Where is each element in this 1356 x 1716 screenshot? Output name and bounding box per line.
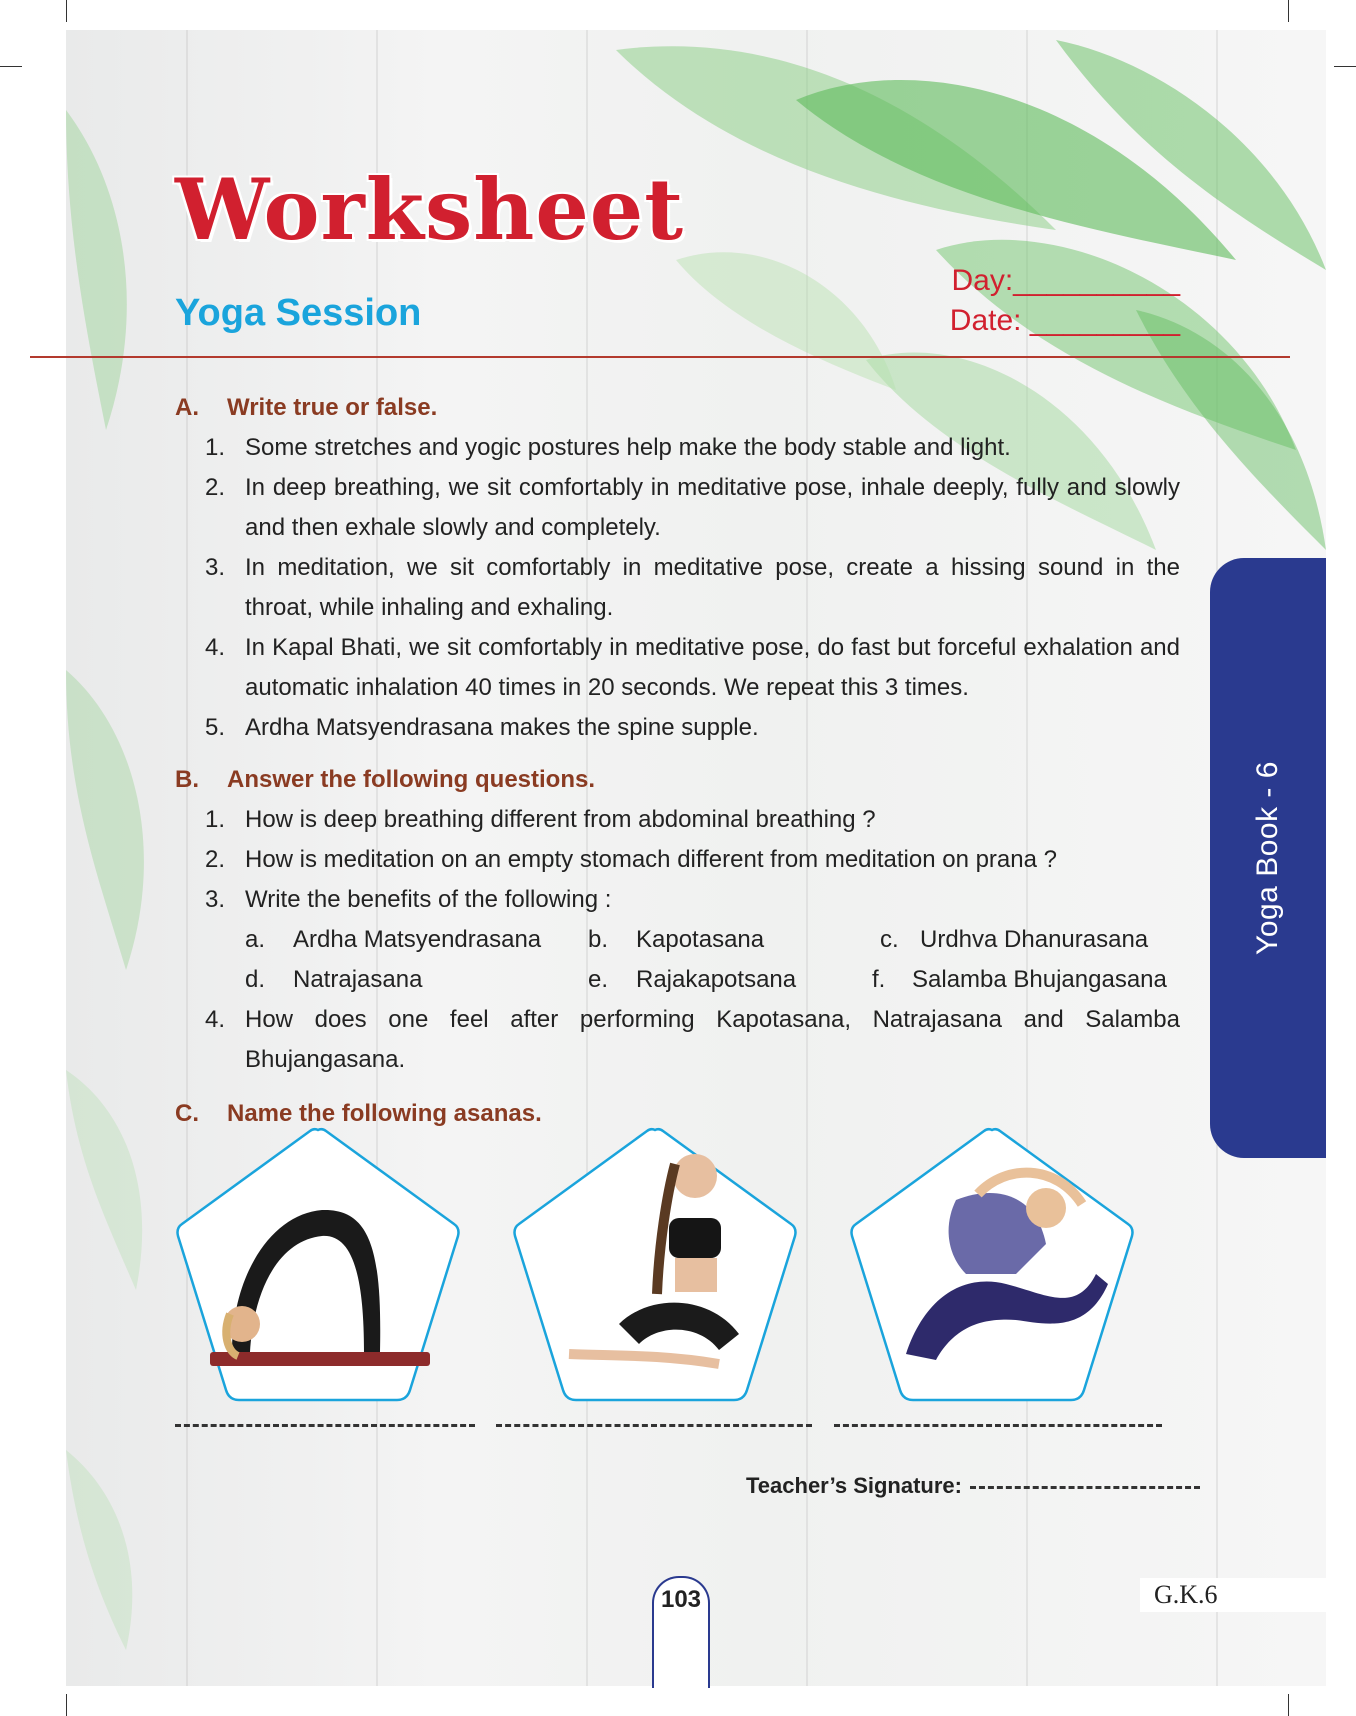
sub-item-letter: f. xyxy=(872,966,886,993)
sub-item-letter: b. xyxy=(588,926,609,953)
sub-item-text: Natrajasana xyxy=(293,966,423,993)
crop-mark xyxy=(66,0,67,22)
section-letter: B. xyxy=(175,766,199,793)
item-text: How is deep breathing different from abdominal breathing ? xyxy=(245,806,876,833)
asana-image-spinal-twist xyxy=(509,1124,801,1406)
item-text: In meditation, we sit comfortably in meditative pose, create a hissing sound in the throat, while inhaling and exhaling. xyxy=(245,554,1180,621)
sub-item xyxy=(245,960,422,1000)
sub-item-letter: a. xyxy=(245,926,266,953)
item-number: 2. xyxy=(204,846,225,873)
sub-item-text: Urdhva Dhanurasana xyxy=(920,926,1149,953)
item-text: How does one feel after performing Kapotasana, Natrajasana and Salamba Bhujangasana. xyxy=(245,1006,1180,1073)
sub-item xyxy=(588,920,764,960)
side-tab-label: Yoga Book - 6 xyxy=(1251,761,1284,955)
item-text: Write the benefits of the following : xyxy=(245,886,612,913)
section-letter: C. xyxy=(175,1100,199,1127)
sub-item-text: Ardha Matsyendrasana xyxy=(293,926,542,953)
crop-mark xyxy=(0,66,22,67)
section-b-heading xyxy=(175,766,595,794)
item-text: In Kapal Bhati, we sit comfortably in meditative pose, do fast but forceful exhalation and automatic inhalation 40 times in 20 seconds. We repeat this 3 times. xyxy=(245,634,1180,701)
section-letter: A. xyxy=(175,394,199,421)
page-title: Worksheet xyxy=(175,160,685,259)
asana-image-wheel-pose xyxy=(172,1124,464,1406)
item-number: 1. xyxy=(204,434,225,461)
crop-mark xyxy=(66,1694,67,1716)
crop-mark xyxy=(1288,1694,1289,1716)
section-a-heading xyxy=(175,394,437,422)
item-number: 3. xyxy=(204,886,225,913)
sub-item-text: Kapotasana xyxy=(636,926,765,953)
item-number: 5. xyxy=(204,714,225,741)
wood-plank xyxy=(186,30,188,1686)
sub-item-letter: c. xyxy=(880,926,899,953)
sub-item-letter: d. xyxy=(245,966,266,993)
sub-item xyxy=(245,920,541,960)
book-code: G.K.6 xyxy=(1154,1580,1218,1609)
answer-line[interactable] xyxy=(834,1424,1162,1427)
signature-label: Teacher’s Signature: xyxy=(746,1473,962,1498)
answer-line[interactable] xyxy=(175,1424,475,1427)
signature-line[interactable] xyxy=(970,1486,1200,1489)
sub-item xyxy=(872,960,1167,1000)
item-text: How is meditation on an empty stomach different from meditation on prana ? xyxy=(245,846,1057,873)
leaves-decoration-left xyxy=(66,70,186,1670)
sub-item-letter: e. xyxy=(588,966,609,993)
item-number: 4. xyxy=(204,1006,225,1033)
answer-line[interactable] xyxy=(496,1424,812,1427)
item-number: 1. xyxy=(204,806,225,833)
item-text: Some stretches and yogic postures help make the body stable and light. xyxy=(245,434,1011,461)
sub-item xyxy=(880,920,1148,960)
crop-mark xyxy=(1288,0,1289,22)
item-number: 4. xyxy=(204,634,225,661)
teacher-signature xyxy=(746,1473,1200,1499)
section-title: Write true or false. xyxy=(227,394,438,421)
crop-mark xyxy=(1334,66,1356,67)
day-field[interactable]: Day:__________ xyxy=(951,264,1180,297)
page-subtitle: Yoga Session xyxy=(175,292,422,334)
section-title: Name the following asanas. xyxy=(227,1100,542,1127)
asana-image-pigeon-pose xyxy=(846,1124,1138,1406)
item-text: Ardha Matsyendrasana makes the spine supple. xyxy=(245,714,759,741)
sub-item-text: Salamba Bhujangasana xyxy=(912,966,1167,993)
page-number: 103 xyxy=(660,1586,702,1613)
sub-item-text: Rajakapotsana xyxy=(636,966,797,993)
section-title: Answer the following questions. xyxy=(227,766,596,793)
item-text: In deep breathing, we sit comfortably in meditative pose, inhale deeply, fully and slowly and then exhale slowly and completely. xyxy=(245,474,1180,541)
item-number: 3. xyxy=(204,554,225,581)
sub-item xyxy=(588,960,796,1000)
item-number: 2. xyxy=(204,474,225,501)
date-field[interactable]: Date: _________ xyxy=(949,304,1180,337)
header-divider xyxy=(30,356,1290,358)
